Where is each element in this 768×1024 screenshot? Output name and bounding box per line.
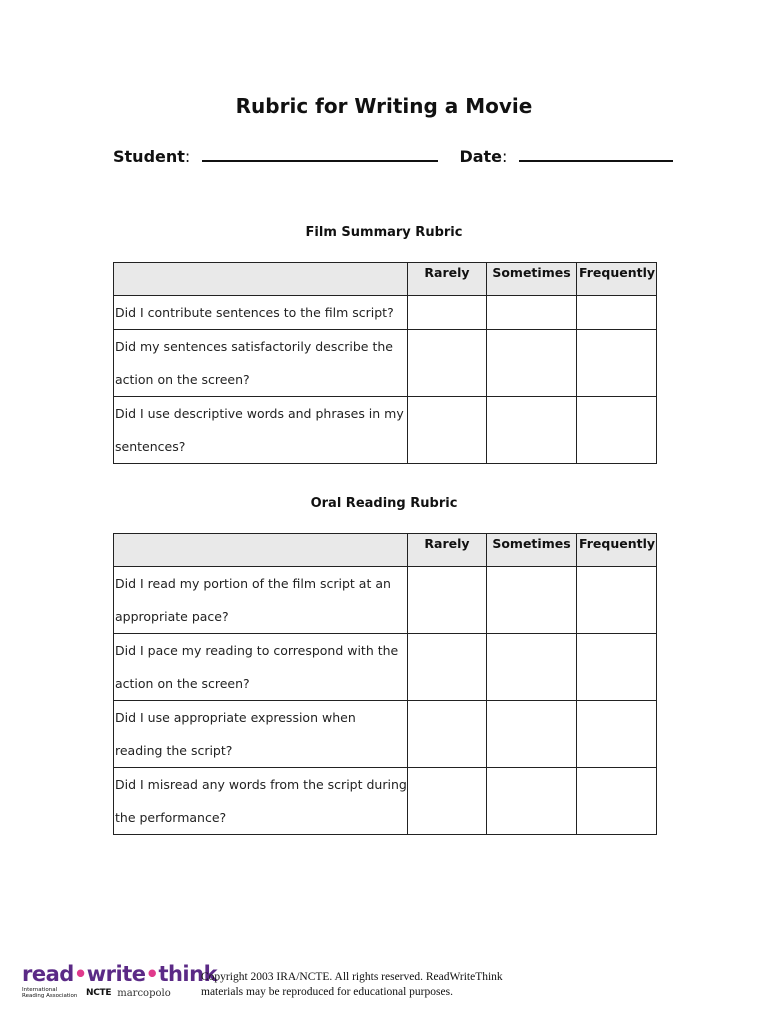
rarely-cell[interactable] — [408, 330, 487, 397]
logo-think: think — [158, 962, 218, 986]
rarely-cell[interactable] — [408, 701, 487, 768]
rarely-cell[interactable] — [408, 296, 487, 330]
rarely-cell[interactable] — [408, 768, 487, 835]
frequently-cell[interactable] — [577, 701, 657, 768]
student-label: Student — [113, 147, 185, 166]
sometimes-cell[interactable] — [487, 397, 577, 464]
oral-reading-table — [113, 533, 657, 835]
table-row — [114, 397, 657, 464]
sometimes-cell[interactable] — [487, 634, 577, 701]
col-rarely: Rarely — [408, 263, 487, 296]
date-colon: : — [502, 147, 508, 166]
table-row — [114, 330, 657, 397]
col-sometimes: Sometimes — [487, 534, 577, 567]
logo-write: write — [86, 962, 146, 986]
logo-marcopolo: marcopolo — [117, 987, 171, 999]
col-frequently: Frequently — [577, 263, 657, 296]
table-header-row — [114, 534, 657, 567]
table-row — [114, 634, 657, 701]
question-cell: Did I misread any words from the script during the performance? — [114, 768, 408, 835]
sometimes-cell[interactable] — [487, 701, 577, 768]
date-line[interactable] — [519, 146, 673, 162]
sometimes-cell[interactable] — [487, 296, 577, 330]
rarely-cell[interactable] — [408, 397, 487, 464]
table-row — [114, 296, 657, 330]
frequently-cell[interactable] — [577, 397, 657, 464]
frequently-cell[interactable] — [577, 634, 657, 701]
table-row — [114, 567, 657, 634]
sometimes-cell[interactable] — [487, 330, 577, 397]
question-cell: Did I read my portion of the film script at an appropriate pace? — [114, 567, 408, 634]
question-cell: Did I contribute sentences to the film script? — [114, 296, 408, 330]
sometimes-cell[interactable] — [487, 768, 577, 835]
copyright-notice — [201, 970, 561, 1000]
copyright-line-2: materials may be reproduced for educational purposes. — [201, 986, 453, 998]
logo-dot-1: • — [73, 962, 87, 986]
question-cell: Did I pace my reading to correspond with the action on the screen? — [114, 634, 408, 701]
logo-wordmark — [22, 962, 218, 986]
date-label: Date — [459, 147, 503, 166]
logo-dot-2: • — [145, 962, 159, 986]
question-cell: Did my sentences satisfactorily describe the action on the screen? — [114, 330, 408, 397]
question-header — [114, 534, 408, 567]
logo-ira: International Reading Association — [22, 987, 78, 999]
col-rarely: Rarely — [408, 534, 487, 567]
logo-read: read — [22, 962, 74, 986]
student-colon: : — [184, 147, 191, 166]
page-title: Rubric for Writing a Movie — [235, 94, 533, 118]
col-frequently: Frequently — [577, 534, 657, 567]
table-row — [114, 701, 657, 768]
sometimes-cell[interactable] — [487, 567, 577, 634]
copyright-line-1: Copyright 2003 IRA/NCTE. All rights reserved. ReadWriteThink — [201, 971, 503, 983]
rarely-cell[interactable] — [408, 567, 487, 634]
rarely-cell[interactable] — [408, 634, 487, 701]
frequently-cell[interactable] — [577, 296, 657, 330]
frequently-cell[interactable] — [577, 567, 657, 634]
table-header-row — [114, 263, 657, 296]
film-summary-table — [113, 262, 657, 464]
oral-reading-title: Oral Reading Rubric — [310, 496, 458, 511]
logo-ncte: NCTE — [86, 988, 112, 998]
table-row — [114, 768, 657, 835]
frequently-cell[interactable] — [577, 330, 657, 397]
film-summary-title: Film Summary Rubric — [305, 225, 463, 240]
student-date-fields — [113, 146, 673, 170]
student-name-line[interactable] — [202, 146, 438, 162]
question-header — [114, 263, 408, 296]
frequently-cell[interactable] — [577, 768, 657, 835]
question-cell: Did I use appropriate expression when reading the script? — [114, 701, 408, 768]
question-cell: Did I use descriptive words and phrases in my sentences? — [114, 397, 408, 464]
logo-partners — [22, 987, 190, 999]
col-sometimes: Sometimes — [487, 263, 577, 296]
readwritethink-logo — [22, 962, 218, 1006]
